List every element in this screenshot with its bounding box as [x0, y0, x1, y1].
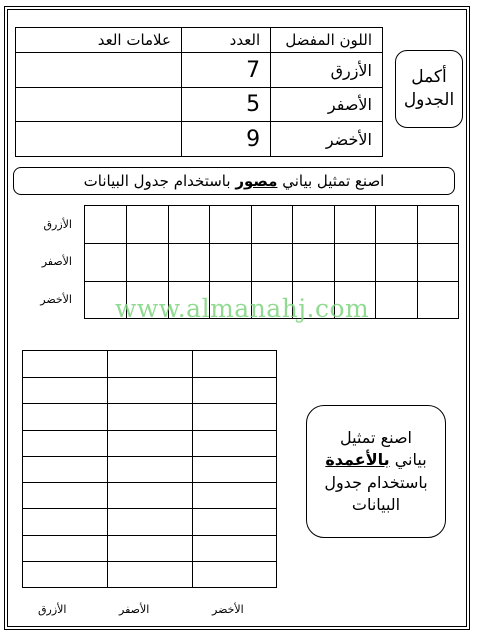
instruction-line: الجدول: [403, 90, 455, 110]
row-tally-cell[interactable]: [16, 87, 182, 122]
pictograph-row-label: الأصفر: [41, 255, 72, 268]
row-tally-cell[interactable]: [16, 53, 182, 88]
grid-line: [107, 351, 108, 587]
pictograph-row-label: الأزرق: [43, 218, 72, 231]
grid-line: [23, 482, 276, 483]
row-count: 7: [181, 53, 270, 88]
grid-line: [23, 508, 276, 509]
grid-line: [23, 377, 276, 378]
row-count: 9: [181, 122, 270, 157]
row-tally-cell[interactable]: [16, 122, 182, 157]
instruction-text: اصنع تمثيل بياني مصور باستخدام جدول البيانات: [83, 172, 385, 190]
instruction-emphasis: مصور: [235, 172, 278, 190]
pictograph-row-label: الأخضر: [40, 293, 72, 306]
grid-line: [23, 535, 276, 536]
pictograph-instruction: [13, 167, 455, 195]
grid-line: [192, 351, 193, 587]
row-count: 5: [181, 87, 270, 122]
grid-line: [23, 561, 276, 562]
bar-x-label: الأزرق: [38, 603, 67, 616]
bar-chart-grid[interactable]: [22, 350, 277, 588]
table-row: [16, 122, 383, 157]
instruction-line: أكمل: [411, 67, 447, 88]
header-count: العدد: [181, 28, 270, 53]
complete-table-instruction: [395, 50, 463, 128]
instruction-line: البيانات: [351, 494, 401, 514]
instruction-emphasis: بالأعمدة: [325, 450, 390, 470]
row-color: الأصفر: [271, 87, 383, 122]
grid-line: [417, 206, 418, 318]
bar-x-label: الأصفر: [119, 603, 150, 616]
grid-line: [23, 403, 276, 404]
instruction-line: باستخدام جدول: [324, 472, 428, 492]
row-color: الأزرق: [271, 53, 383, 88]
watermark: www.almanahj.com: [115, 294, 370, 323]
header-tally: علامات العد: [16, 28, 182, 53]
instruction-line: بياني بالأعمدة: [325, 450, 427, 470]
bar-x-label: الأخضر: [212, 603, 244, 616]
grid-line: [85, 243, 458, 244]
bar-chart-instruction: [306, 405, 446, 538]
grid-line: [85, 281, 458, 282]
row-color: الأخضر: [271, 122, 383, 157]
grid-line: [23, 430, 276, 431]
header-color: اللون المفضل: [271, 28, 383, 53]
table-header-row: [16, 28, 383, 53]
table-row: [16, 53, 383, 88]
grid-line: [375, 206, 376, 318]
table-row: [16, 87, 383, 122]
grid-line: [23, 456, 276, 457]
instruction-line: اصنع تمثيل: [340, 427, 412, 447]
data-table: [15, 27, 383, 157]
